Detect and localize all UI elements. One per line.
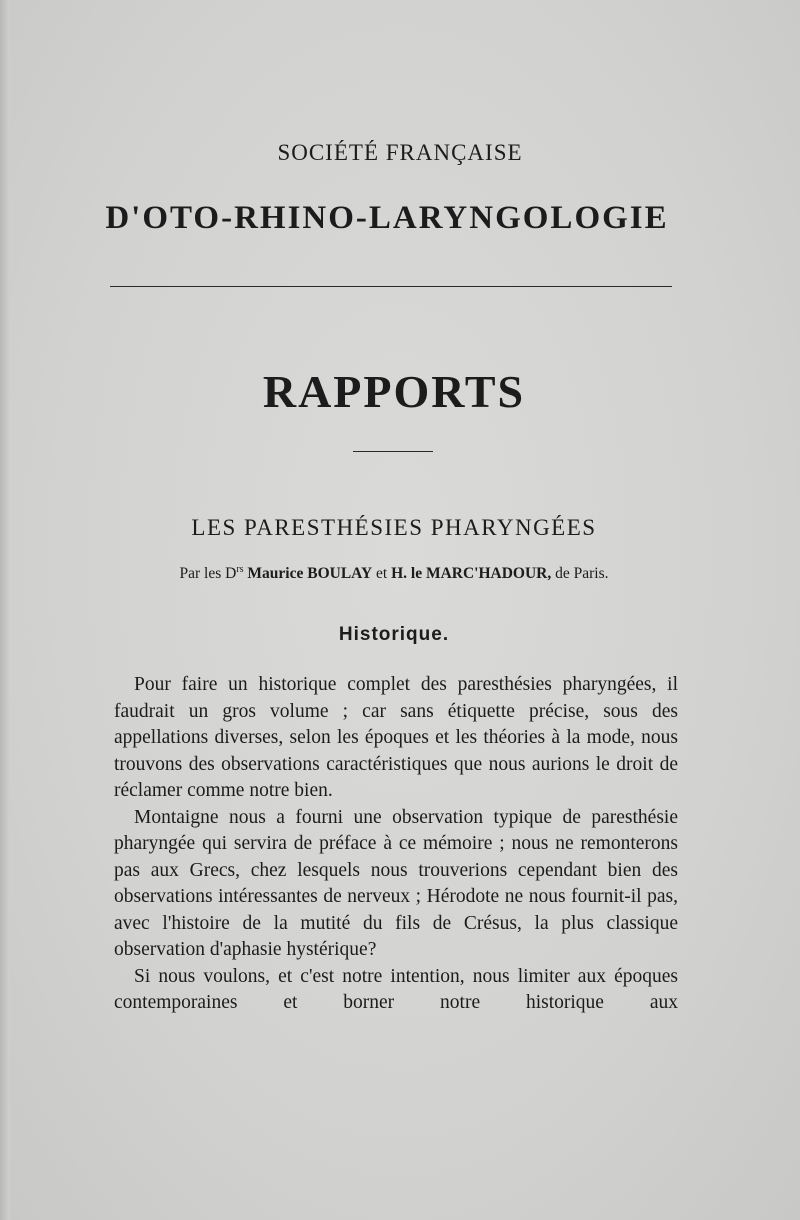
- paragraph: Montaigne nous a fourni une observation typique de paresthésie pharyngée qui servira de préface à ce mémoire ; nous ne remonterons pas aux Grecs, chez lesquels nous trouverions cependant bien des observations intéressantes de nerveux ; Hérodote ne nous fournit-il pas, avec l'histoire de la mutité du fils de Crésus, la plus classique observation d'aphasie hystérique?: [114, 806, 678, 960]
- article-authors: [0, 564, 788, 583]
- paragraph: Pour faire un historique complet des paresthésies pharyngées, il faudrait un gros volume ; car sans étiquette précise, sous des appellations diverses, selon les époques et les théories à la mode, nous trouvons des observations caractéristiques que nous aurions le droit de réclamer comme notre bien.: [114, 674, 678, 801]
- section-title: RAPPORTS: [262, 366, 526, 417]
- header-divider: [110, 286, 672, 287]
- authors-prefix-sup: rs: [236, 564, 244, 575]
- specialty-title: D'OTO-RHINO-LARYNGOLOGIE: [105, 200, 669, 236]
- body-text: [114, 672, 678, 1017]
- author-2: H. le MARC'HADOUR,: [391, 565, 552, 583]
- section-divider: [353, 451, 433, 452]
- page-spine-shadow: [0, 0, 10, 1220]
- authors-prefix: Par les D: [179, 565, 237, 583]
- article-title: LES PARESTHÉSIES PHARYNGÉES: [191, 515, 597, 540]
- paragraph: Si nous voulons, et c'est notre intention, nous limiter aux époques contemporaines et borner notre historique aux: [114, 965, 678, 1013]
- authors-conjunction: et: [376, 565, 388, 583]
- author-1: Maurice BOULAY: [247, 565, 373, 583]
- authors-location: de Paris.: [555, 565, 609, 583]
- subsection-heading: Historique.: [338, 624, 450, 645]
- society-name: SOCIÉTÉ FRANÇAISE: [277, 140, 523, 165]
